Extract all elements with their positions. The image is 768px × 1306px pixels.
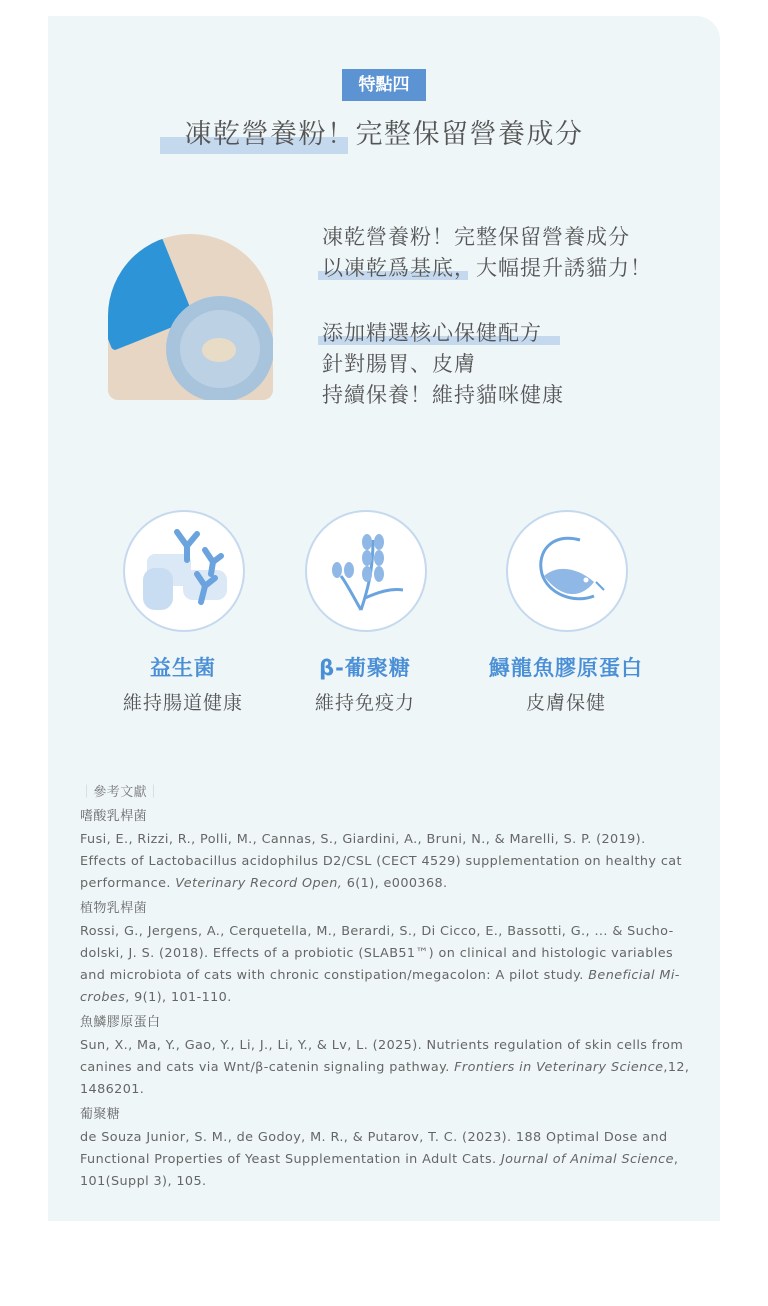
fish-icon-circle — [506, 510, 628, 632]
intro-line-3: 添加精選核心保健配方 — [322, 321, 542, 345]
intro-line-2a: 以凍乾爲基底 — [322, 256, 454, 280]
intro-line-1: 凍乾營養粉！完整保留營養成分 — [322, 225, 630, 249]
probiotic-icon — [125, 512, 243, 630]
feature-subtitle: 維持腸道健康 — [122, 692, 243, 714]
reference-entry: Fusi, E., Rizzi, R., Polli, M., Cannas, S., Giardini, A., Bruni, N., & Marelli, S. P. (2019). Effects of Lactobacillus acidophilus D2/CSL (CECT 4529) supplementation on healthy cat performance. Veterinary Record Open, 6(1), e000368. — [80, 832, 682, 891]
product-photo — [108, 234, 273, 400]
feature-probiotic — [84, 652, 282, 715]
reference-category: 植物乳桿菌 — [80, 901, 148, 916]
intro-text — [322, 222, 652, 411]
feature-collagen — [466, 652, 666, 715]
probiotic-icon-circle — [123, 510, 245, 632]
feature-title: β-葡聚糖 — [319, 656, 411, 680]
page-title: 凍乾營養粉！完整保留營養成分 — [184, 119, 584, 150]
feature-title: 鱘龍魚膠原蛋白 — [489, 656, 643, 680]
fish-icon — [508, 512, 626, 630]
intro-line-2b: ，大幅提升誘貓力！ — [454, 256, 652, 280]
wheat-icon-circle — [305, 510, 427, 632]
reference-entry: de Souza Junior, S. M., de Godoy, M. R., & Putarov, T. C. (2023). 188 Optimal Dose and Functional Properties of Yeast Supplementation in Adult Cats. Journal of Animal Science, 101(Suppl 3), 105. — [80, 1130, 679, 1189]
references-heading: ｜參考文獻｜ — [80, 785, 161, 800]
reference-category: 魚鱗膠原蛋白 — [80, 1015, 161, 1030]
feature-badge: 特點四 — [342, 69, 426, 101]
intro-line-4: 針對腸胃、皮膚 — [322, 352, 476, 376]
wheat-icon — [307, 512, 425, 630]
feature-subtitle: 維持免疫力 — [314, 692, 415, 714]
reference-category: 葡聚糖 — [80, 1107, 121, 1122]
feature-beta-glucan — [266, 652, 464, 715]
reference-entry: Rossi, G., Jergens, A., Cerquetella, M., Berardi, S., Di Cicco, E., Bassotti, G., ... & Sucho-dolski, J. S. (2018). Effects of a probiotic (SLAB51™) on clinical and histologic variables and microbiota of cats with chronic constipation/megacolon: A pilot study. Beneficial Mi-crobes, 9(1), 101-110. — [80, 924, 680, 1005]
intro-line-5: 持續保養！維持貓咪健康 — [322, 383, 564, 407]
reference-category: 嗜酸乳桿菌 — [80, 809, 148, 824]
powder — [202, 338, 236, 362]
ceramic-plate — [166, 296, 273, 400]
references — [80, 782, 696, 1196]
feature-title: 益生菌 — [150, 656, 216, 680]
feature-subtitle: 皮膚保健 — [525, 692, 606, 714]
reference-entry: Sun, X., Ma, Y., Gao, Y., Li, J., Li, Y., & Lv, L. (2025). Nutrients regulation of skin cells from canines and cats via Wnt/β-catenin signaling pathway. Frontiers in Veterinary Science,12, 1486201. — [80, 1038, 690, 1097]
